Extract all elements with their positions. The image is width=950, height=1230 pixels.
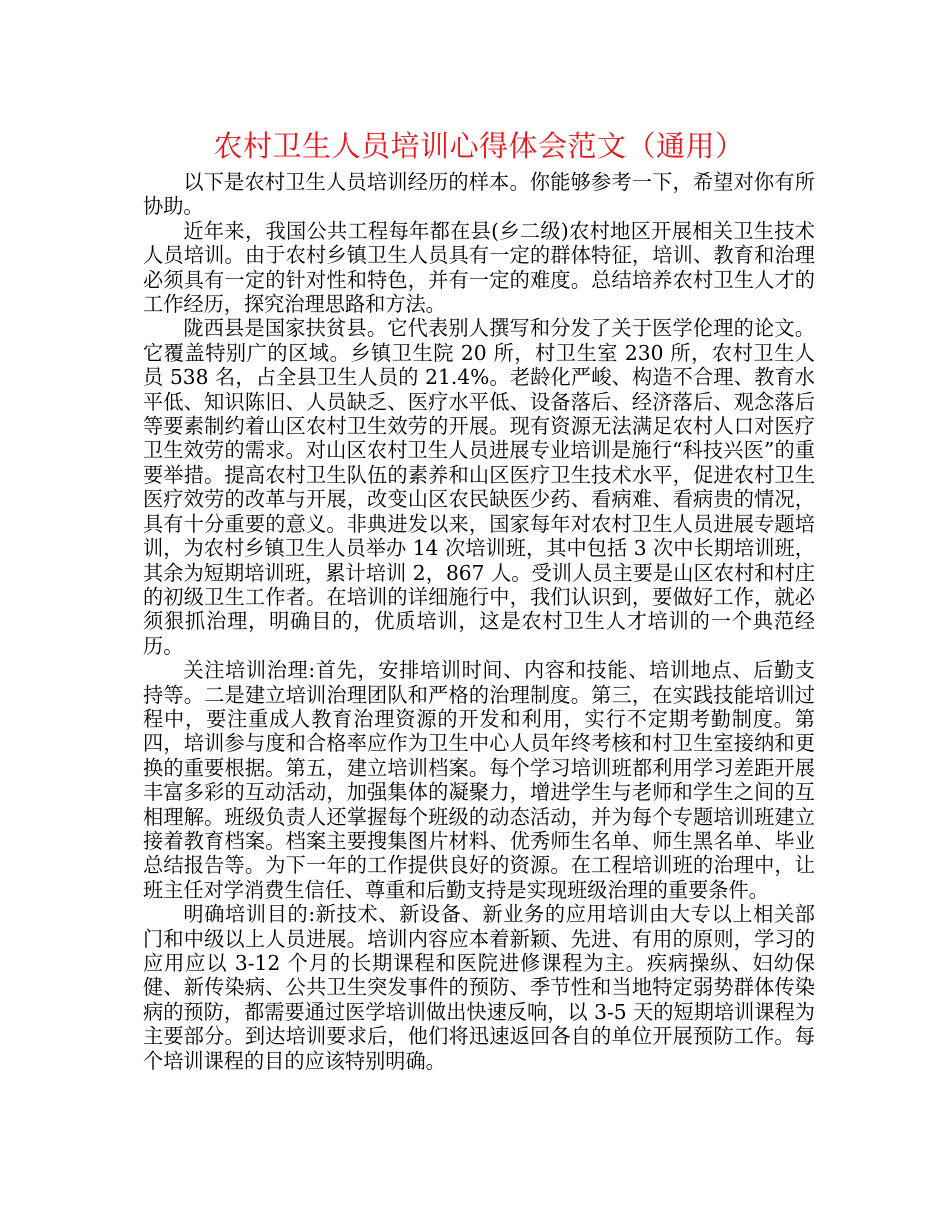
paragraph-longxi-county: 陇西县是国家扶贫县。它代表别人撰写和分发了关于医学伦理的论文。它覆盖特别广的区域。乡镇卫生院 20 所，村卫生室 230 所，农村卫生人员 538 名，占全县卫生人员的 21.4%。老龄化严峻、构造不合理、教育水平低、知识陈旧、人员缺乏、医疗水平低、设备落后、经济落后、观念落后等要素制约着山区农村卫生效劳的开展。现有资源无法满足农村人口对医疗卫生效劳的需求。对山区农村卫生人员进展专业培训是施行“科技兴医”的重要举措。提高农村卫生队伍的素养和山区医疗卫生技术水平，促进农村卫生医疗效劳的改革与开展，改变山区农民缺医少药、看病难、看病贵的情况，具有十分重要的意义。非典进发以来，国家每年对农村卫生人员进展专题培训，为农村乡镇卫生人员举办 14 次培训班，其中包括 3 次中长期培训班，其余为短期培训班，累计培训 2，867 人。受训人员主要是山区农村和村庄的初级卫生工作者。在培训的详细施行中，我们认识到，要做好工作，就必须狠抓治理，明确目的，优质培训，这是农村卫生人才培训的一个典范经历。 bbox=[143, 316, 815, 658]
document-title: 农村卫生人员培训心得体会范文（通用） bbox=[213, 129, 745, 163]
paragraph-training-objectives: 明确培训目的:新技术、新设备、新业务的应用培训由大专以上相关部门和中级以上人员进展。培训内容应本着新颖、先进、有用的原则，学习的应用应以 3-12 个月的长期课程和医院进修课程为主。疾病操纵、妇幼保健、新传染病、公共卫生突发事件的预防、季节性和当地特定弱势群体传染病的预防，都需要通过医学培训做出快速反响，以 3-5 天的短期培训课程为主要部分。到达培训要求后，他们将迅速返回各自的单位开展预防工作。每个培训课程的目的应该特别明确。 bbox=[143, 902, 815, 1073]
paragraph-intro: 以下是农村卫生人员培训经历的样本。你能够参考一下，希望对你有所协助。 bbox=[143, 170, 815, 219]
paragraph-training-management: 关注培训治理:首先，安排培训时间、内容和技能、培训地点、后勤支持等。二是建立培训治理团队和严格的治理制度。第三，在实践技能培训过程中，要注重成人教育治理资源的开发和利用，实行不定期考勤制度。第四，培训参与度和合格率应作为卫生中心人员年终考核和村卫生室接纳和更换的重要根据。第五，建立培训档案。每个学习培训班都利用学习差距开展丰富多彩的互动活动，加强集体的凝聚力，增进学生与老师和学生之间的互相理解。班级负责人还掌握每个班级的动态活动，并为每个专题培训班建立接着教育档案。档案主要搜集图片材料、优秀师生名单、师生黑名单、毕业总结报告等。为下一年的工作提供良好的资源。在工程培训班的治理中，让班主任对学消费生信任、尊重和后勤支持是实现班级治理的重要条件。 bbox=[143, 658, 815, 902]
paragraph-background: 近年来，我国公共工程每年都在县(乡二级)农村地区开展相关卫生技术人员培训。由于农村乡镇卫生人员具有一定的群体特征，培训、教育和治理必须具有一定的针对性和特色，并有一定的难度。总结培养农村卫生人才的工作经历，探究治理思路和方法。 bbox=[143, 218, 815, 317]
document-page bbox=[143, 128, 815, 1073]
